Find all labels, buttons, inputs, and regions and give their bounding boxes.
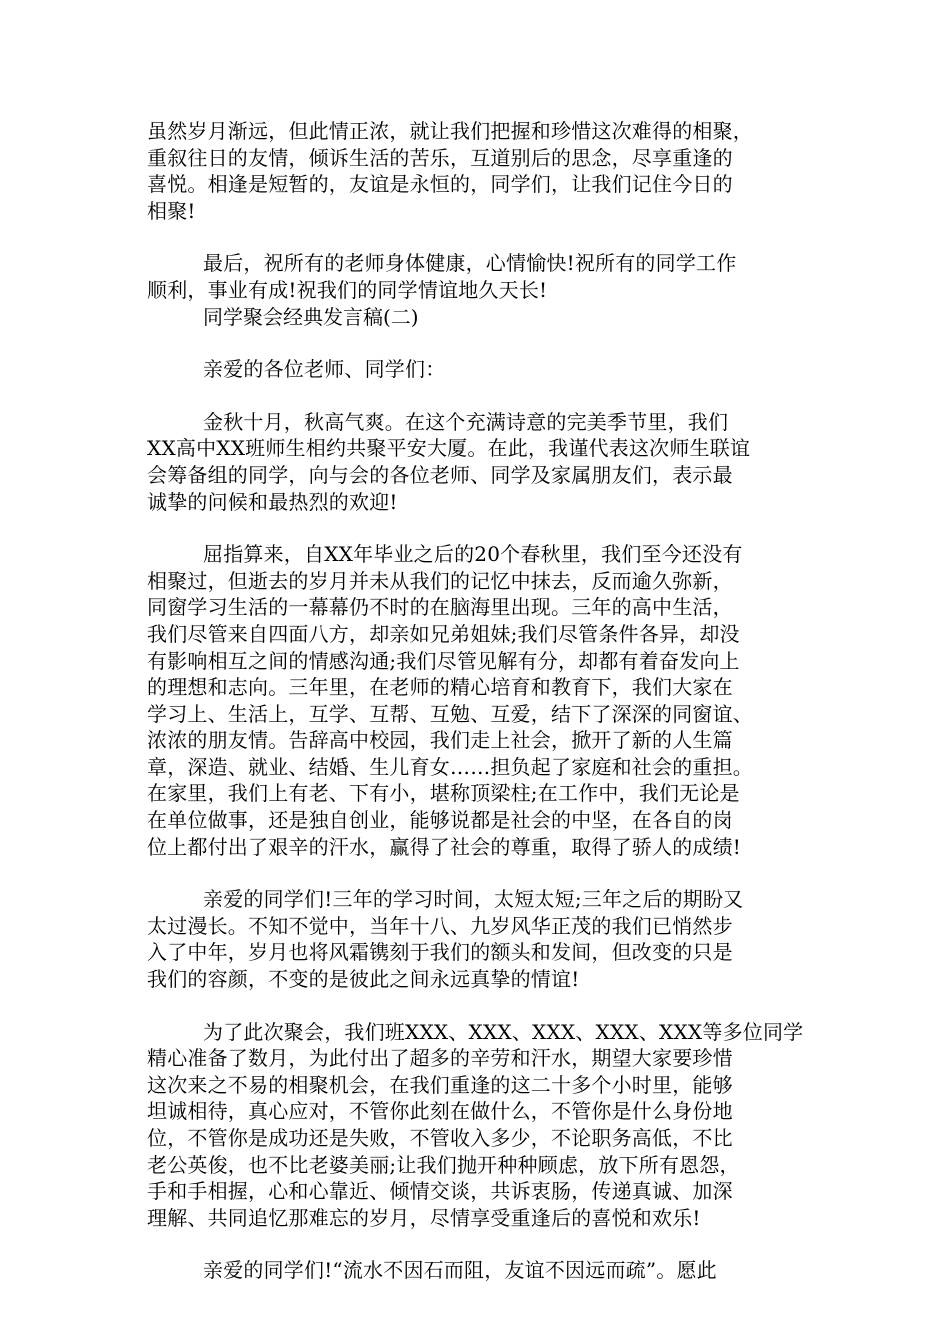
text-line: 为了此次聚会，我们班XXX、XXX、XXX、XXX、XXX等多位同学 bbox=[203, 1019, 804, 1044]
text-line: 精心准备了数月，为此付出了超多的辛劳和汗水，期望大家要珍惜 bbox=[147, 1046, 733, 1071]
text-line: 位上都付出了艰辛的汗水，赢得了社会的尊重，取得了骄人的成绩! bbox=[147, 834, 742, 859]
text-line: 同窗学习生活的一幕幕仍不时的在脑海里出现。三年的高中生活， bbox=[147, 595, 733, 620]
text-line: 这次来之不易的相聚机会，在我们重逢的这二十多个小时里，能够 bbox=[147, 1072, 733, 1097]
text-line: 学习上、生活上，互学、互帮、互勉、互爱，结下了深深的同窗谊、 bbox=[147, 701, 753, 726]
text-line: 太过漫长。不知不觉中，当年十八、九岁风华正茂的我们已悄然步 bbox=[147, 913, 733, 938]
text-line: 在家里，我们上有老、下有小，堪称顶梁柱;在工作中，我们无论是 bbox=[147, 781, 740, 806]
text-line: 亲爱的同学们!“流水不因石而阻，友谊不因远而疏”。愿此 bbox=[203, 1258, 717, 1283]
text-line: 位，不管你是成功还是失败，不管收入多少，不论职务高低，不比 bbox=[147, 1126, 733, 1150]
text-line: 我们尽管来自四面八方，却亲如兄弟姐妹;我们尽管条件各异，却没 bbox=[147, 621, 740, 646]
text-line: 的理想和志向。三年里，在老师的精心培育和教育下，我们大家在 bbox=[147, 675, 733, 700]
paragraph-spacer bbox=[147, 860, 807, 886]
text-line: 相聚过，但逝去的岁月并未从我们的记忆中抹去，反而逾久弥新， bbox=[147, 568, 733, 593]
paragraph-spacer bbox=[147, 330, 807, 356]
paragraph-friendship bbox=[147, 1257, 807, 1284]
text-line: 重叙往日的友情，倾诉生活的苦乐，互道别后的思念，尽享重逢的 bbox=[147, 145, 733, 170]
text-line: 亲爱的各位老师、同学们： bbox=[203, 357, 446, 382]
text-line: 诚挚的问候和最热烈的欢迎! bbox=[147, 489, 398, 514]
paragraph-spacer bbox=[147, 224, 807, 250]
text-line: 手和手相握，心和心靠近、倾情交谈，共诉衷肠，传递真诚、加深 bbox=[147, 1179, 733, 1204]
text-line: 浓浓的朋友情。告辞高中校园，我们走上社会，掀开了新的人生篇 bbox=[147, 728, 733, 753]
paragraph-spacer bbox=[147, 1231, 807, 1257]
text-line: 坦诚相待，真心应对，不管你此刻在做什么，不管你是什么身份地 bbox=[147, 1099, 733, 1124]
paragraph-closing-wishes bbox=[147, 118, 807, 224]
text-line: 虽然岁月渐远，但此情正浓，就让我们把握和珍惜这次难得的相聚， bbox=[147, 119, 753, 143]
text-line: XX高中XX班师生相约共聚平安大厦。在此，我谨代表这次师生联谊 bbox=[147, 436, 751, 461]
paragraph-spacer bbox=[147, 383, 807, 409]
text-line: 我们的容颜，不变的是彼此之间永远真挚的情谊! bbox=[147, 967, 580, 992]
paragraph-time bbox=[147, 886, 807, 992]
text-line: 理解、共同追忆那难忘的岁月，尽情享受重逢后的喜悦和欢乐! bbox=[147, 1205, 701, 1230]
text-line: 亲爱的同学们!三年的学习时间，太短太短;三年之后的期盼又 bbox=[203, 887, 744, 912]
text-line: 喜悦。相逢是短暂的，友谊是永恒的，同学们，让我们记住今日的 bbox=[147, 172, 733, 197]
paragraph-salutation bbox=[147, 356, 807, 383]
text-line: 屈指算来，自XX年毕业之后的20个春秋里，我们至今还没有 bbox=[203, 542, 743, 567]
document-body bbox=[147, 118, 807, 1284]
paragraph-gathering bbox=[147, 1019, 807, 1232]
text-line: 老公英俊，也不比老婆美丽;让我们抛开种种顾虑，放下所有恩怨， bbox=[147, 1152, 740, 1177]
text-line: 在单位做事，还是独自创业，能够说都是社会的中坚，在各自的岗 bbox=[147, 808, 733, 833]
text-line: 顺利，事业有成!祝我们的同学情谊地久天长! bbox=[147, 277, 548, 302]
paragraph-spacer bbox=[147, 993, 807, 1019]
text-line: 金秋十月，秋高气爽。在这个充满诗意的完美季节里，我们 bbox=[203, 409, 729, 434]
section-title: 同学聚会经典发言稿(二) bbox=[203, 304, 419, 329]
paragraph-spacer bbox=[147, 515, 807, 541]
paragraph-welcome bbox=[147, 409, 807, 515]
paragraph-final-blessing bbox=[147, 250, 807, 303]
text-line: 最后，祝所有的老师身体健康，心情愉快!祝所有的同学工作 bbox=[203, 251, 737, 276]
text-line: 相聚! bbox=[147, 198, 196, 223]
paragraph-memories bbox=[147, 541, 807, 860]
text-line: 章，深造、就业、结婚、生儿育女……担负起了家庭和社会的重担。 bbox=[147, 754, 753, 779]
text-line: 入了中年，岁月也将风霜镌刻于我们的额头和发间，但改变的只是 bbox=[147, 940, 733, 965]
text-line: 有影响相互之间的情感沟通;我们尽管见解有分，却都有着奋发向上 bbox=[147, 648, 740, 673]
text-line: 会筹备组的同学，向与会的各位老师、同学及家属朋友们，表示最 bbox=[147, 462, 733, 487]
